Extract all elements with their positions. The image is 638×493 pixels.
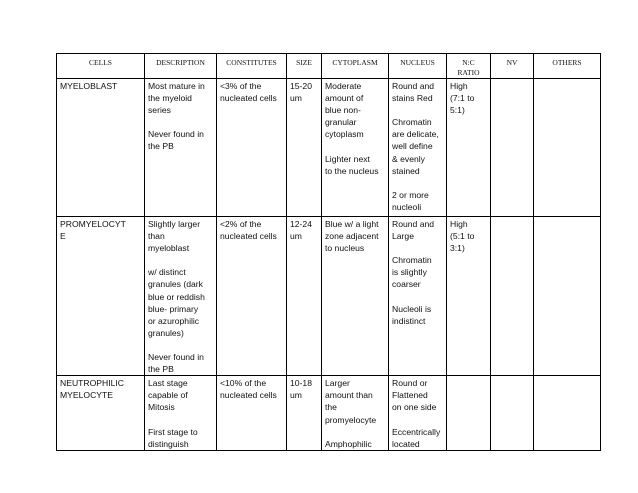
cell-cell-name: [57, 376, 145, 451]
cell-text-line: NEUTROPHILIC: [60, 378, 124, 389]
cell-text-line: Round and: [392, 219, 435, 229]
cell-text-line: <3% of the: [220, 81, 262, 91]
cell-nucleus: [389, 376, 447, 451]
cell-description: [145, 79, 217, 217]
header-constitutes: CONSTITUTES: [217, 54, 287, 79]
cell-text-line: myeloblast: [148, 243, 190, 254]
header-size: SIZE: [287, 54, 322, 79]
cell-text-line: [148, 116, 213, 128]
cell-text-line: to the nucleus: [325, 165, 379, 176]
cell-text-line: [392, 242, 443, 254]
cell-text-line: well define: [392, 141, 433, 152]
cell-cytoplasm: [322, 79, 389, 217]
cell-text-line: are delicate,: [392, 129, 439, 140]
cell-text-line: zone adjacent: [325, 231, 379, 242]
cell-text-line: granules (dark: [148, 279, 203, 290]
cell-text-line: granular: [325, 117, 357, 128]
cell-text-line: series: [148, 105, 171, 116]
cell-text-line: E: [60, 231, 66, 242]
cell-text-line: to nucleus: [325, 243, 365, 254]
cell-text-line: Never found in: [148, 352, 204, 363]
table-row: [57, 79, 601, 217]
cell-text-line: [392, 414, 443, 426]
cell-nc-ratio: [447, 217, 491, 376]
cell-text-line: 5:1): [450, 105, 465, 116]
cell-cell-name: [57, 79, 145, 217]
cell-text-line: granules): [148, 327, 184, 338]
cell-text-line: [325, 426, 385, 438]
header-nc-ratio: N:C RATIO: [447, 54, 491, 79]
cell-others: [534, 217, 601, 376]
cell-text-line: Larger: [325, 378, 350, 389]
header-row: [57, 54, 601, 79]
cell-text-line: 12-24: [290, 219, 312, 229]
cell-size: [287, 376, 322, 451]
cell-constitutes: [217, 79, 287, 217]
cell-text-line: um: [290, 390, 302, 401]
cell-cytoplasm: [322, 217, 389, 376]
cell-text-line: <10% of the: [220, 378, 267, 389]
cell-text-line: 15-20: [290, 81, 312, 91]
cell-text-line: High: [450, 81, 468, 91]
cell-text-line: Lighter next: [325, 153, 370, 164]
cell-text-line: [392, 104, 443, 116]
cell-text-line: or azurophilic: [148, 315, 200, 326]
cell-text-line: coarser: [392, 279, 421, 290]
cell-others: [534, 79, 601, 217]
cell-text-line: um: [290, 231, 302, 242]
header-nucleus: NUCLEUS: [389, 54, 447, 79]
cell-text-line: the myeloid: [148, 93, 192, 104]
cell-text-line: is slightly: [392, 267, 427, 278]
cell-text-line: distinguish: [148, 438, 189, 449]
cell-text-line: promyelocyte: [325, 414, 377, 425]
cell-nucleus: [389, 217, 447, 376]
cell-cytoplasm: [322, 376, 389, 451]
cell-text-line: (7:1 to: [450, 93, 475, 104]
cell-text-line: 3:1): [450, 243, 465, 254]
cell-text-line: Round or: [392, 378, 428, 389]
cell-nucleus: [389, 79, 447, 217]
cell-comparison-table: [56, 53, 601, 451]
header-others: OTHERS: [534, 54, 601, 79]
cell-text-line: on one side: [392, 402, 437, 413]
cell-text-line: Eccentrically: [392, 426, 441, 437]
cell-text-line: Chromatin: [392, 117, 432, 128]
cell-text-line: [148, 254, 213, 266]
cell-text-line: Last stage: [148, 378, 188, 389]
cell-text-line: the: [325, 402, 337, 413]
cell-text-line: located: [392, 438, 420, 449]
cell-text-line: nucleated cells: [220, 93, 277, 104]
cell-nv: [491, 376, 534, 451]
cell-constitutes: [217, 217, 287, 376]
table-row: [57, 217, 601, 376]
header-cytoplasm: CYTOPLASM: [322, 54, 389, 79]
cell-others: [534, 376, 601, 451]
header-nv: NV: [491, 54, 534, 79]
cell-nc-ratio: [447, 79, 491, 217]
cell-text-line: MYELOCYTE: [60, 390, 114, 401]
cell-text-line: capable of: [148, 390, 188, 401]
cell-text-line: stained: [392, 165, 420, 176]
cell-description: [145, 376, 217, 451]
cell-text-line: [148, 339, 213, 351]
table-row: [57, 376, 601, 451]
cell-text-line: than: [148, 231, 165, 242]
cell-text-line: the PB: [148, 364, 174, 375]
cell-text-line: MYELOBLAST: [60, 81, 118, 91]
cell-text-line: Round and: [392, 81, 435, 91]
cell-text-line: PROMYELOCYT: [60, 219, 126, 229]
cell-text-line: High: [450, 219, 468, 229]
cell-text-line: the PB: [148, 141, 174, 152]
cell-nc-ratio: [447, 376, 491, 451]
cell-text-line: nucleated cells: [220, 390, 277, 401]
cell-text-line: blue non-: [325, 105, 361, 116]
cell-text-line: [392, 291, 443, 303]
cell-text-line: amount than: [325, 390, 373, 401]
cell-text-line: First stage to: [148, 426, 198, 437]
cell-size: [287, 217, 322, 376]
cell-text-line: [148, 414, 213, 426]
cell-nv: [491, 217, 534, 376]
cell-text-line: stains Red: [392, 93, 433, 104]
cell-text-line: blue- primary: [148, 303, 199, 314]
cell-text-line: Most mature in: [148, 81, 205, 91]
cell-nv: [491, 79, 534, 217]
cell-description: [145, 217, 217, 376]
cell-text-line: blue or reddish: [148, 291, 205, 302]
cell-text-line: 2 or more: [392, 189, 429, 200]
cell-text-line: Slightly larger: [148, 219, 201, 229]
cell-text-line: cytoplasm: [325, 129, 364, 140]
cell-text-line: Chromatin: [392, 255, 432, 266]
cell-constitutes: [217, 376, 287, 451]
cell-text-line: Mitosis: [148, 402, 175, 413]
cell-text-line: w/ distinct: [148, 267, 186, 278]
cell-text-line: Amphophilic: [325, 438, 372, 449]
cell-text-line: nucleoli: [392, 201, 422, 212]
cell-text-line: nucleated cells: [220, 231, 277, 242]
header-cells: CELLS: [57, 54, 145, 79]
cell-cell-name: [57, 217, 145, 376]
cell-text-line: amount of: [325, 93, 364, 104]
cell-text-line: indistinct: [392, 315, 426, 326]
cell-text-line: [325, 140, 385, 152]
cell-text-line: (5:1 to: [450, 231, 475, 242]
cell-text-line: Nucleoli is: [392, 303, 432, 314]
header-description: DESCRIPTION: [145, 54, 217, 79]
cell-text-line: Moderate: [325, 81, 362, 91]
cell-text-line: <2% of the: [220, 219, 262, 229]
cell-text-line: Blue w/ a light: [325, 219, 379, 229]
cell-text-line: Large: [392, 231, 414, 242]
cell-text-line: um: [290, 93, 302, 104]
cell-size: [287, 79, 322, 217]
cell-text-line: 10-18: [290, 378, 312, 389]
cell-text-line: & evenly: [392, 153, 425, 164]
cell-text-line: Never found in: [148, 129, 204, 140]
document-page: [56, 53, 601, 451]
cell-text-line: Flattened: [392, 390, 428, 401]
cell-text-line: [392, 177, 443, 189]
